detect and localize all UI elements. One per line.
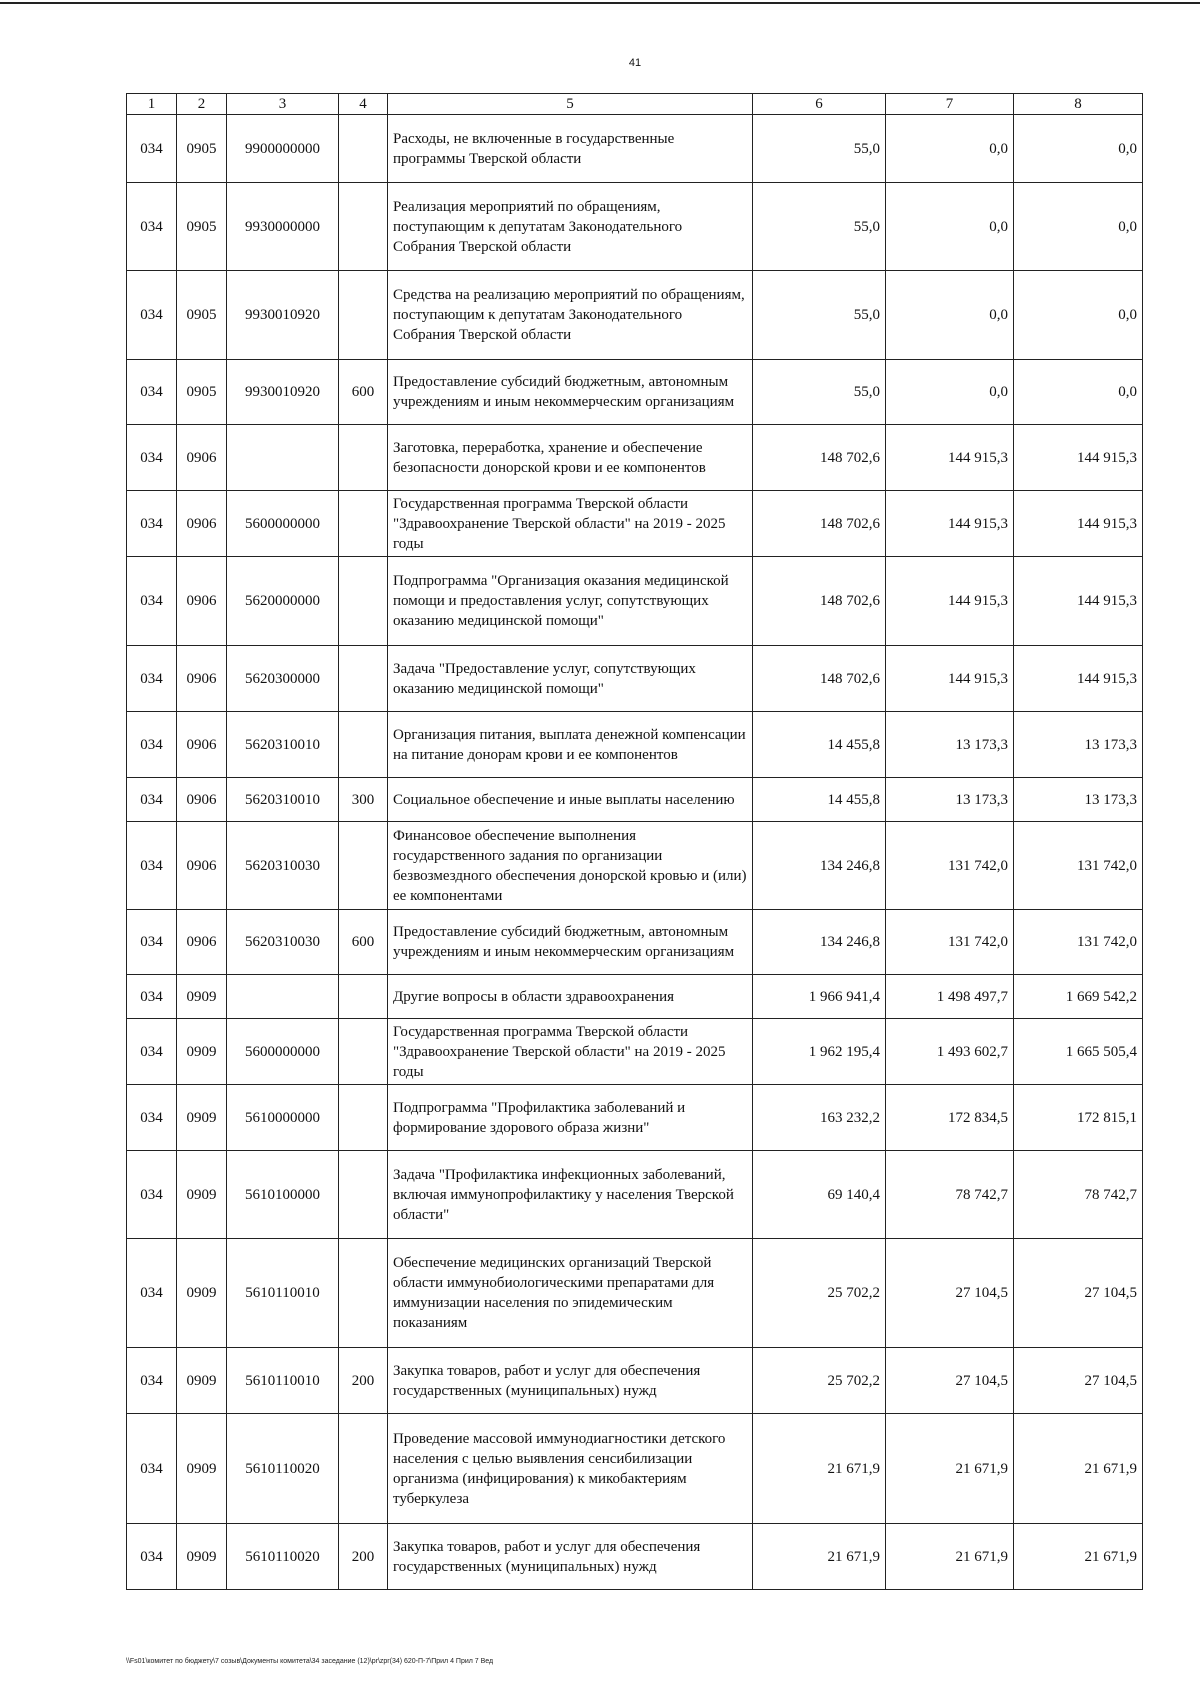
cell-section-code: 0909	[177, 1239, 227, 1348]
cell-amount-year3: 78 742,7	[1014, 1151, 1143, 1239]
cell-amount-year1: 134 246,8	[753, 910, 886, 975]
column-header: 7	[886, 94, 1014, 115]
cell-item-name: Предоставление субсидий бюджетным, автономным учреждениям и иным некоммерческим организациям	[388, 910, 753, 975]
cell-amount-year2: 0,0	[886, 183, 1014, 271]
cell-expense-type	[339, 271, 388, 360]
cell-amount-year1: 148 702,6	[753, 425, 886, 491]
cell-target-code: 5610110010	[227, 1239, 339, 1348]
cell-amount-year2: 13 173,3	[886, 778, 1014, 822]
cell-ministry-code: 034	[127, 115, 177, 183]
cell-expense-type	[339, 712, 388, 778]
cell-item-name: Социальное обеспечение и иные выплаты населению	[388, 778, 753, 822]
cell-section-code: 0906	[177, 491, 227, 557]
cell-target-code: 5610110010	[227, 1348, 339, 1414]
cell-section-code: 0906	[177, 712, 227, 778]
cell-amount-year3: 172 815,1	[1014, 1085, 1143, 1151]
table-row	[127, 1239, 1143, 1348]
table-row	[127, 271, 1143, 360]
cell-section-code: 0905	[177, 360, 227, 425]
cell-expense-type	[339, 1019, 388, 1085]
cell-amount-year3: 27 104,5	[1014, 1239, 1143, 1348]
cell-item-name: Закупка товаров, работ и услуг для обеспечения государственных (муниципальных) нужд	[388, 1524, 753, 1590]
cell-amount-year2: 172 834,5	[886, 1085, 1014, 1151]
cell-section-code: 0909	[177, 1524, 227, 1590]
cell-target-code: 9930010920	[227, 271, 339, 360]
cell-ministry-code: 034	[127, 646, 177, 712]
cell-amount-year2: 0,0	[886, 271, 1014, 360]
table-row	[127, 646, 1143, 712]
cell-amount-year3: 21 671,9	[1014, 1524, 1143, 1590]
table-row	[127, 1151, 1143, 1239]
cell-section-code: 0909	[177, 975, 227, 1019]
cell-ministry-code: 034	[127, 975, 177, 1019]
cell-ministry-code: 034	[127, 491, 177, 557]
cell-expense-type	[339, 1414, 388, 1524]
cell-amount-year1: 55,0	[753, 271, 886, 360]
cell-amount-year1: 148 702,6	[753, 557, 886, 646]
cell-amount-year2: 27 104,5	[886, 1239, 1014, 1348]
cell-ministry-code: 034	[127, 1085, 177, 1151]
cell-amount-year2: 0,0	[886, 115, 1014, 183]
table-row	[127, 557, 1143, 646]
cell-target-code: 5620310030	[227, 910, 339, 975]
cell-amount-year3: 144 915,3	[1014, 425, 1143, 491]
table-row	[127, 975, 1143, 1019]
cell-item-name: Государственная программа Тверской области "Здравоохранение Тверской области" на 2019 - 2025 годы	[388, 1019, 753, 1085]
cell-item-name: Подпрограмма "Профилактика заболеваний и формирование здорового образа жизни"	[388, 1085, 753, 1151]
cell-ministry-code: 034	[127, 822, 177, 910]
cell-amount-year1: 69 140,4	[753, 1151, 886, 1239]
cell-amount-year2: 21 671,9	[886, 1414, 1014, 1524]
column-header: 8	[1014, 94, 1143, 115]
cell-expense-type: 200	[339, 1348, 388, 1414]
cell-amount-year3: 0,0	[1014, 183, 1143, 271]
cell-ministry-code: 034	[127, 1019, 177, 1085]
table-row	[127, 1524, 1143, 1590]
column-header: 5	[388, 94, 753, 115]
cell-amount-year3: 13 173,3	[1014, 778, 1143, 822]
cell-amount-year1: 55,0	[753, 183, 886, 271]
cell-item-name: Другие вопросы в области здравоохранения	[388, 975, 753, 1019]
table-row	[127, 115, 1143, 183]
cell-target-code: 5620300000	[227, 646, 339, 712]
cell-target-code: 5600000000	[227, 1019, 339, 1085]
table-row	[127, 183, 1143, 271]
cell-target-code: 5610110020	[227, 1414, 339, 1524]
cell-amount-year2: 1 493 602,7	[886, 1019, 1014, 1085]
cell-amount-year1: 134 246,8	[753, 822, 886, 910]
table-row	[127, 712, 1143, 778]
cell-ministry-code: 034	[127, 1151, 177, 1239]
column-header: 6	[753, 94, 886, 115]
cell-section-code: 0906	[177, 778, 227, 822]
page-number: 41	[628, 57, 642, 69]
cell-ministry-code: 034	[127, 1524, 177, 1590]
cell-amount-year2: 0,0	[886, 360, 1014, 425]
table-row	[127, 1348, 1143, 1414]
cell-item-name: Обеспечение медицинских организаций Тверской области иммунобиологическими препаратами для иммунизации населения по эпидемическим показаниям	[388, 1239, 753, 1348]
cell-target-code: 5620310010	[227, 778, 339, 822]
cell-item-name: Расходы, не включенные в государственные программы Тверской области	[388, 115, 753, 183]
cell-item-name: Организация питания, выплата денежной компенсации на питание донорам крови и ее компонентов	[388, 712, 753, 778]
cell-amount-year2: 144 915,3	[886, 646, 1014, 712]
cell-amount-year2: 1 498 497,7	[886, 975, 1014, 1019]
cell-amount-year2: 21 671,9	[886, 1524, 1014, 1590]
cell-section-code: 0906	[177, 425, 227, 491]
budget-table	[126, 93, 1143, 1590]
cell-target-code	[227, 425, 339, 491]
cell-ministry-code: 034	[127, 557, 177, 646]
table-row	[127, 360, 1143, 425]
cell-amount-year2: 131 742,0	[886, 910, 1014, 975]
cell-target-code: 5620000000	[227, 557, 339, 646]
table-row	[127, 491, 1143, 557]
cell-target-code: 5610100000	[227, 1151, 339, 1239]
cell-ministry-code: 034	[127, 360, 177, 425]
cell-expense-type	[339, 822, 388, 910]
cell-ministry-code: 034	[127, 1414, 177, 1524]
cell-item-name: Подпрограмма "Организация оказания медицинской помощи и предоставления услуг, сопутствующих оказанию медицинской помощи"	[388, 557, 753, 646]
top-border-line	[0, 2, 1200, 4]
cell-amount-year3: 1 669 542,2	[1014, 975, 1143, 1019]
cell-amount-year3: 1 665 505,4	[1014, 1019, 1143, 1085]
cell-amount-year2: 27 104,5	[886, 1348, 1014, 1414]
cell-target-code: 5620310010	[227, 712, 339, 778]
cell-amount-year3: 0,0	[1014, 271, 1143, 360]
cell-expense-type	[339, 646, 388, 712]
cell-ministry-code: 034	[127, 1239, 177, 1348]
cell-expense-type	[339, 975, 388, 1019]
table-row	[127, 425, 1143, 491]
cell-item-name: Заготовка, переработка, хранение и обеспечение безопасности донорской крови и ее компонентов	[388, 425, 753, 491]
cell-expense-type	[339, 1085, 388, 1151]
cell-item-name: Предоставление субсидий бюджетным, автономным учреждениям и иным некоммерческим организациям	[388, 360, 753, 425]
cell-expense-type	[339, 115, 388, 183]
cell-amount-year3: 21 671,9	[1014, 1414, 1143, 1524]
cell-ministry-code: 034	[127, 183, 177, 271]
column-header: 4	[339, 94, 388, 115]
column-header: 3	[227, 94, 339, 115]
cell-section-code: 0906	[177, 557, 227, 646]
cell-section-code: 0909	[177, 1348, 227, 1414]
cell-target-code: 5620310030	[227, 822, 339, 910]
cell-target-code: 9930010920	[227, 360, 339, 425]
cell-amount-year2: 144 915,3	[886, 557, 1014, 646]
cell-expense-type: 200	[339, 1524, 388, 1590]
cell-item-name: Средства на реализацию мероприятий по обращениям, поступающим к депутатам Законодательного Собрания Тверской области	[388, 271, 753, 360]
cell-amount-year3: 144 915,3	[1014, 557, 1143, 646]
cell-ministry-code: 034	[127, 712, 177, 778]
cell-amount-year1: 1 966 941,4	[753, 975, 886, 1019]
cell-target-code: 5600000000	[227, 491, 339, 557]
table-row	[127, 778, 1143, 822]
cell-amount-year3: 0,0	[1014, 115, 1143, 183]
cell-amount-year2: 13 173,3	[886, 712, 1014, 778]
cell-amount-year1: 1 962 195,4	[753, 1019, 886, 1085]
cell-amount-year2: 144 915,3	[886, 491, 1014, 557]
cell-item-name: Задача "Профилактика инфекционных заболеваний, включая иммунопрофилактику у населения Тверской области"	[388, 1151, 753, 1239]
cell-target-code: 9900000000	[227, 115, 339, 183]
column-header: 2	[177, 94, 227, 115]
cell-amount-year3: 13 173,3	[1014, 712, 1143, 778]
cell-section-code: 0905	[177, 183, 227, 271]
cell-amount-year2: 144 915,3	[886, 425, 1014, 491]
table-row	[127, 822, 1143, 910]
cell-amount-year1: 14 455,8	[753, 712, 886, 778]
cell-expense-type	[339, 1151, 388, 1239]
cell-amount-year3: 144 915,3	[1014, 491, 1143, 557]
cell-section-code: 0905	[177, 115, 227, 183]
cell-expense-type	[339, 425, 388, 491]
cell-amount-year1: 148 702,6	[753, 491, 886, 557]
cell-ministry-code: 034	[127, 271, 177, 360]
cell-target-code	[227, 975, 339, 1019]
cell-section-code: 0909	[177, 1085, 227, 1151]
cell-section-code: 0909	[177, 1151, 227, 1239]
cell-item-name: Государственная программа Тверской области "Здравоохранение Тверской области" на 2019 - 2025 годы	[388, 491, 753, 557]
cell-amount-year1: 25 702,2	[753, 1348, 886, 1414]
table-row	[127, 1414, 1143, 1524]
cell-amount-year1: 55,0	[753, 115, 886, 183]
table-row	[127, 910, 1143, 975]
cell-amount-year3: 27 104,5	[1014, 1348, 1143, 1414]
cell-expense-type: 600	[339, 910, 388, 975]
cell-amount-year1: 148 702,6	[753, 646, 886, 712]
column-header: 1	[127, 94, 177, 115]
cell-expense-type	[339, 183, 388, 271]
cell-amount-year1: 21 671,9	[753, 1414, 886, 1524]
cell-amount-year3: 131 742,0	[1014, 822, 1143, 910]
cell-amount-year1: 25 702,2	[753, 1239, 886, 1348]
cell-expense-type	[339, 491, 388, 557]
cell-amount-year3: 144 915,3	[1014, 646, 1143, 712]
cell-amount-year3: 0,0	[1014, 360, 1143, 425]
cell-amount-year3: 131 742,0	[1014, 910, 1143, 975]
cell-amount-year1: 14 455,8	[753, 778, 886, 822]
cell-item-name: Проведение массовой иммунодиагностики детского населения с целью выявления сенсибилизации организма (инфицирования) к микобактериям туберкулеза	[388, 1414, 753, 1524]
cell-amount-year2: 131 742,0	[886, 822, 1014, 910]
cell-ministry-code: 034	[127, 425, 177, 491]
cell-item-name: Финансовое обеспечение выполнения государственного задания по организации безвозмездного обеспечения донорской кровью и (или) ее компонентами	[388, 822, 753, 910]
cell-expense-type	[339, 557, 388, 646]
cell-section-code: 0909	[177, 1019, 227, 1085]
cell-target-code: 5610000000	[227, 1085, 339, 1151]
cell-expense-type: 600	[339, 360, 388, 425]
cell-item-name: Реализация мероприятий по обращениям, поступающим к депутатам Законодательного Собрания Тверской области	[388, 183, 753, 271]
cell-item-name: Задача "Предоставление услуг, сопутствующих оказанию медицинской помощи"	[388, 646, 753, 712]
cell-expense-type: 300	[339, 778, 388, 822]
cell-section-code: 0909	[177, 1414, 227, 1524]
cell-ministry-code: 034	[127, 910, 177, 975]
cell-ministry-code: 034	[127, 778, 177, 822]
cell-amount-year2: 78 742,7	[886, 1151, 1014, 1239]
table-header-row	[127, 94, 1143, 115]
cell-amount-year1: 55,0	[753, 360, 886, 425]
cell-amount-year1: 163 232,2	[753, 1085, 886, 1151]
cell-amount-year1: 21 671,9	[753, 1524, 886, 1590]
table-row	[127, 1085, 1143, 1151]
cell-section-code: 0906	[177, 910, 227, 975]
cell-item-name: Закупка товаров, работ и услуг для обеспечения государственных (муниципальных) нужд	[388, 1348, 753, 1414]
file-path-footer: \\Fs01\комитет по бюджету\7 созыв\Документы комитета\34 заседание (12)\pr\zpr(34) 620-П-7\Прил 4 Прил 7 Вед	[126, 1658, 494, 1665]
cell-target-code: 9930000000	[227, 183, 339, 271]
cell-section-code: 0905	[177, 271, 227, 360]
cell-ministry-code: 034	[127, 1348, 177, 1414]
table-row	[127, 1019, 1143, 1085]
cell-section-code: 0906	[177, 822, 227, 910]
cell-section-code: 0906	[177, 646, 227, 712]
cell-target-code: 5610110020	[227, 1524, 339, 1590]
cell-expense-type	[339, 1239, 388, 1348]
